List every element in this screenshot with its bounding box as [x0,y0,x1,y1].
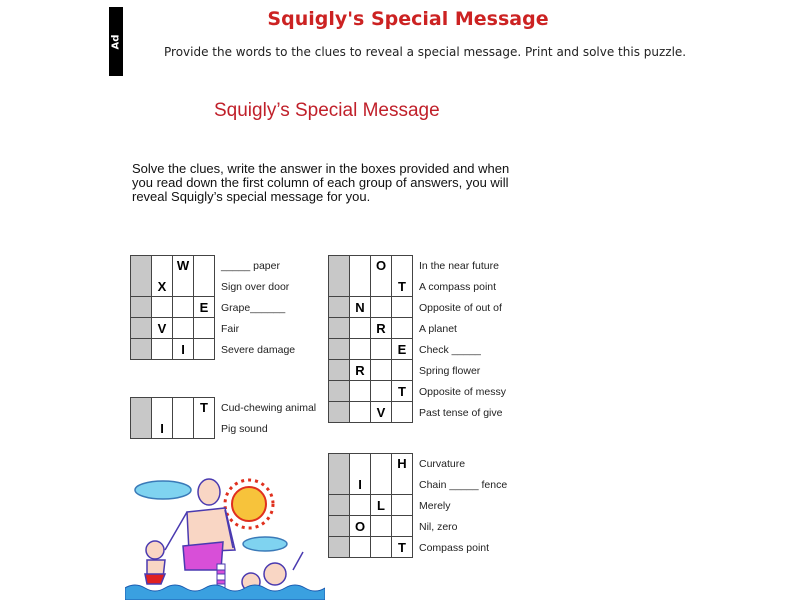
answer-box[interactable] [392,297,413,318]
answer-box[interactable]: X [152,276,173,297]
cloud-icon [135,481,191,499]
answer-boxes [328,381,413,402]
answer-boxes [328,339,413,360]
answer-box[interactable] [392,402,413,423]
answer-box[interactable]: I [173,339,194,360]
puzzle-row [328,276,506,297]
answer-box[interactable] [371,339,392,360]
answer-boxes [130,276,215,297]
answer-box[interactable] [173,418,194,439]
answer-boxes [328,537,413,558]
puzzle-row [130,276,295,297]
clue-text: Severe damage [221,343,296,356]
puzzle-row [328,453,507,474]
puzzle-group-2 [130,397,316,439]
answer-boxes [328,276,413,297]
answer-box[interactable] [152,255,173,277]
message-letter-box[interactable] [329,495,350,516]
puzzle-row [130,418,316,439]
answer-box[interactable] [371,360,392,381]
answer-box[interactable] [173,318,194,339]
answer-box[interactable] [173,276,194,297]
answer-box[interactable] [173,297,194,318]
message-letter-box[interactable] [329,474,350,495]
worksheet-title: Squigly’s Special Message [214,100,440,121]
puzzle-row [328,495,507,516]
answer-boxes [130,418,215,439]
message-letter-box[interactable] [329,381,350,402]
answer-boxes [328,255,413,277]
message-letter-box[interactable] [131,318,152,339]
answer-box[interactable] [392,495,413,516]
answer-box[interactable] [194,255,215,277]
answer-boxes [328,516,413,537]
child-figure [145,541,165,584]
clue-text: Spring flower [419,364,481,377]
message-letter-box[interactable] [131,418,152,439]
answer-box[interactable]: H [392,453,413,475]
answer-box[interactable] [350,276,371,297]
clue-text: _____ paper [221,259,280,272]
answer-box[interactable] [152,397,173,419]
clue-text: In the near future [419,259,499,272]
answer-box[interactable] [194,318,215,339]
answer-box[interactable] [350,537,371,558]
answer-box[interactable] [152,297,173,318]
ad-label: Ad [110,34,122,49]
answer-box[interactable]: R [350,360,371,381]
message-letter-box[interactable] [131,255,152,277]
puzzle-row [328,318,506,339]
answer-box[interactable] [371,276,392,297]
answer-box[interactable]: T [392,537,413,558]
answer-box[interactable] [371,474,392,495]
answer-boxes [328,474,413,495]
clue-text: Compass point [419,541,490,554]
puzzle-row [328,297,506,318]
answer-box[interactable] [194,339,215,360]
message-letter-box[interactable] [329,297,350,318]
answer-boxes [130,255,215,277]
clue-text: Fair [221,322,240,335]
answer-box[interactable] [392,318,413,339]
answer-box[interactable] [350,318,371,339]
worksheet-instructions: Solve the clues, write the answer in the boxes provided and when you read down the first column of each group of answers, you will reveal Squigly’s special message for you. [132,161,510,204]
clue-text: Cud-chewing animal [221,401,317,414]
puzzle-row [328,255,506,276]
clue-text: Sign over door [221,280,290,293]
answer-box[interactable] [350,402,371,423]
answer-box[interactable]: I [350,474,371,495]
answer-box[interactable] [194,276,215,297]
answer-box[interactable] [350,255,371,277]
answer-box[interactable] [350,381,371,402]
clue-text: Opposite of messy [419,385,506,398]
answer-boxes [328,495,413,516]
answer-box[interactable]: O [350,516,371,537]
message-letter-box[interactable] [131,276,152,297]
answer-box[interactable] [350,453,371,475]
clue-text: A planet [419,322,457,335]
message-letter-box[interactable] [329,453,350,475]
answer-box[interactable]: T [194,397,215,419]
answer-boxes [130,339,215,360]
answer-box[interactable]: L [371,495,392,516]
answer-box[interactable] [392,255,413,277]
answer-box[interactable] [350,495,371,516]
puzzle-row [130,318,295,339]
answer-box[interactable]: N [350,297,371,318]
message-letter-box[interactable] [329,276,350,297]
answer-box[interactable] [152,339,173,360]
answer-box[interactable] [371,381,392,402]
answer-box[interactable] [371,453,392,475]
answer-box[interactable] [392,516,413,537]
answer-box[interactable] [371,297,392,318]
message-letter-box[interactable] [329,516,350,537]
puzzle-row [328,516,507,537]
answer-box[interactable]: O [371,255,392,277]
clue-text: Merely [419,499,451,512]
message-letter-box[interactable] [329,318,350,339]
answer-box[interactable] [371,537,392,558]
puzzle-row [130,255,295,276]
puzzle-row [328,537,507,558]
clue-text: Grape______ [221,301,286,314]
clue-text: Past tense of give [419,406,503,419]
answer-box[interactable] [392,360,413,381]
clue-text: Nil, zero [419,520,458,533]
puzzle-row [328,474,507,495]
puzzle-group-3 [328,255,506,423]
clue-text: Curvature [419,457,466,470]
answer-box[interactable] [392,474,413,495]
message-letter-box[interactable] [329,360,350,381]
cloud-icon [243,537,287,551]
answer-box[interactable] [173,397,194,419]
message-letter-box[interactable] [329,402,350,423]
answer-boxes [328,297,413,318]
message-letter-box[interactable] [329,255,350,277]
answer-box[interactable]: I [152,418,173,439]
puzzle-row [328,339,506,360]
answer-box[interactable]: R [371,318,392,339]
answer-box[interactable]: E [392,339,413,360]
answer-box[interactable]: E [194,297,215,318]
answer-boxes [328,402,413,423]
puzzle-row [130,397,316,418]
puzzle-row [328,402,506,423]
clue-text: Pig sound [221,422,268,435]
answer-box[interactable]: V [152,318,173,339]
answer-box[interactable] [194,418,215,439]
answer-boxes [328,318,413,339]
puzzle-row [328,381,506,402]
answer-box[interactable]: V [371,402,392,423]
puzzle-group-1 [130,255,295,360]
page-description: Provide the words to the clues to reveal a special message. Print and solve this puzzle. [164,45,687,59]
puzzle-row [130,339,295,360]
answer-boxes [328,453,413,475]
puzzle-row [130,297,295,318]
beach-family-illustration [125,460,325,600]
sun-icon [225,480,273,528]
answer-boxes [328,360,413,381]
clue-text: Opposite of out of [419,301,502,314]
answer-box[interactable]: T [392,276,413,297]
clue-text: Check _____ [419,343,481,356]
clue-text: A compass point [419,280,497,293]
answer-box[interactable]: T [392,381,413,402]
message-letter-box[interactable] [329,537,350,558]
answer-boxes [130,297,215,318]
puzzle-row [328,360,506,381]
clue-text: Chain _____ fence [419,478,508,491]
message-letter-box[interactable] [131,297,152,318]
message-letter-box[interactable] [131,339,152,360]
answer-boxes [130,397,215,419]
answer-box[interactable]: W [173,255,194,277]
puzzle-group-4 [328,453,507,558]
answer-box[interactable] [350,339,371,360]
message-letter-box[interactable] [329,339,350,360]
message-letter-box[interactable] [131,397,152,419]
page-title: Squigly's Special Message [267,8,549,30]
answer-boxes [130,318,215,339]
answer-box[interactable] [371,516,392,537]
